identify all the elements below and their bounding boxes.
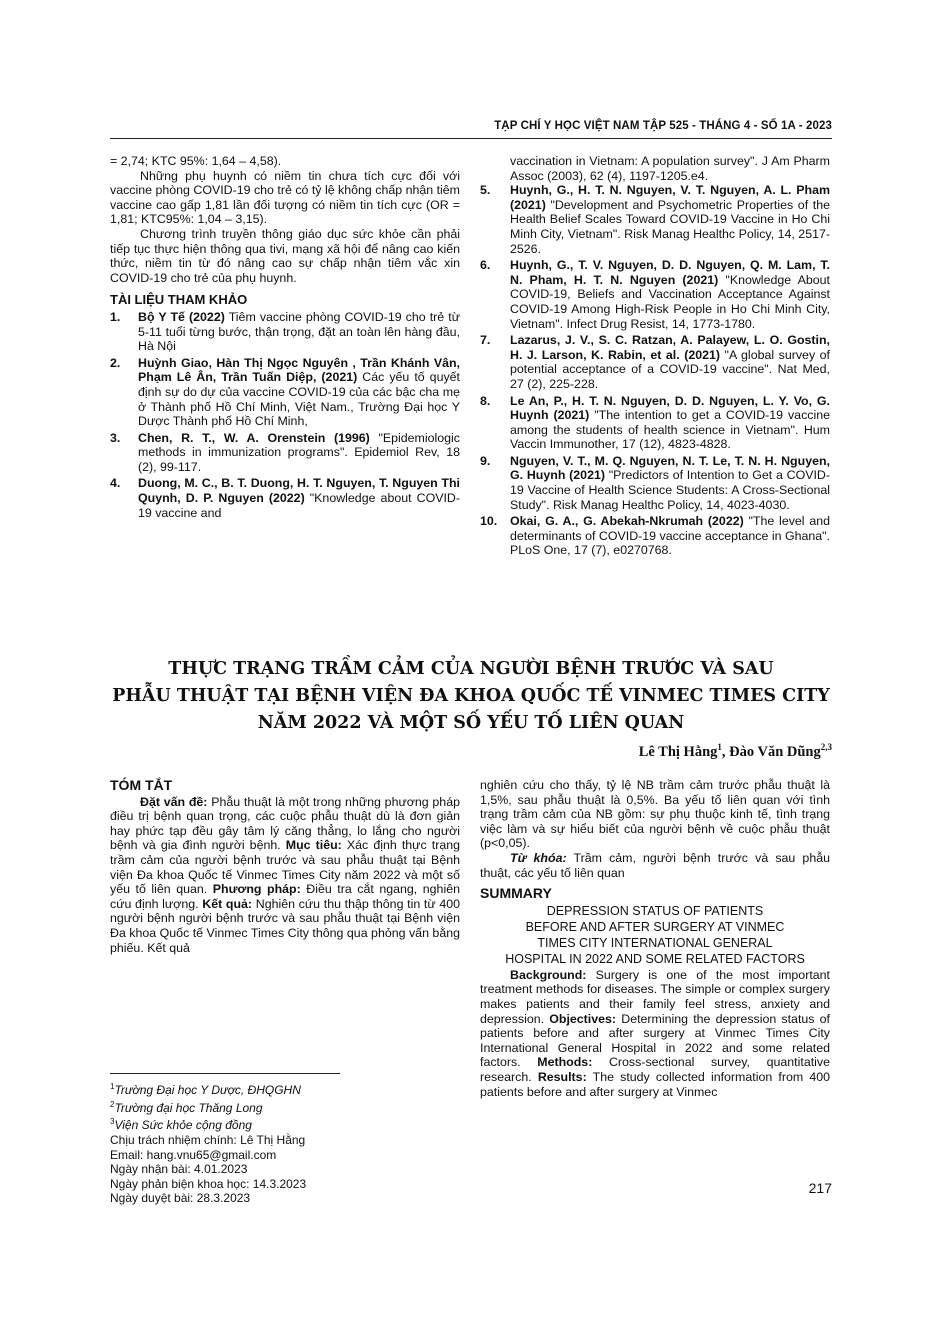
title-line: PHẪU THUẬT TẠI BỆNH VIỆN ĐA KHOA QUỐC TẾ VINMEC TIMES CITY <box>112 686 830 706</box>
title-line: NĂM 2022 VÀ MỘT SỐ YẾU TỐ LIÊN QUAN <box>257 713 685 733</box>
right-column-abstract <box>480 778 830 1099</box>
reference-text: "Epidemiologic methods in immunization programs". Epidemiol Rev, 18 (2), 99-117. <box>138 430 460 474</box>
reference-author: Nguyen, V. T., M. Q. Nguyen, N. T. Le, T. N. H. Nguyen, G. Huynh (2021) <box>510 453 830 483</box>
reference-author: Huynh, G., H. T. N. Nguyen, V. T. Nguyen, A. L. Pham (2021) <box>510 183 830 212</box>
summary-title-line: BEFORE AND AFTER SURGERY AT VINMEC <box>525 919 785 934</box>
reference-number: 9. <box>480 453 491 468</box>
reference-item <box>480 183 830 256</box>
keywords-label: Từ khóa: <box>510 850 567 865</box>
summary-label: Objectives: <box>549 1011 617 1026</box>
author-affiliation-mark: 2,3 <box>820 742 832 752</box>
title-line: THỰC TRẠNG TRẦM CẢM CỦA NGƯỜI BỆNH TRƯỚC VÀ SAU <box>168 659 774 679</box>
footnote-text: Viện Sức khỏe cộng đồng <box>114 1118 252 1133</box>
summary-title-line: TIMES CITY INTERNATIONAL GENERAL <box>537 935 773 950</box>
keywords-text: Trầm cảm, người bệnh trước và sau phẫu thuật, các yếu tố liên quan <box>480 850 830 880</box>
summary-label: Methods: <box>537 1055 593 1070</box>
author-name: Lê Thị Hằng <box>638 743 718 760</box>
references-heading: TÀI LIỆU THAM KHẢO <box>110 292 248 308</box>
abstract-text: Phẫu thuật là một trong những phương pháp điều trị bệnh quan trọng, các cuộc phẫu thuật dù là đơn giản hay phức tạp đều gây tâm lý căng thẳng, lo lắng cho người bệnh và gia đình người bệnh. <box>110 794 460 853</box>
footnote-received: Ngày nhận bài: 4.01.2023 <box>110 1162 248 1177</box>
reference-number: 5. <box>480 183 491 198</box>
summary-title <box>480 903 830 967</box>
summary-label: Background: <box>510 967 587 982</box>
reference-text: "The intention to get a COVID-19 vaccine among the students of health science in Vietnam". Hum Vaccin Immunother, 17 (12), 4823-4828. <box>510 408 830 452</box>
footnote-text: Trường Đại học Y Dược, ĐHQGHN <box>114 1083 301 1098</box>
reference-item <box>480 514 830 558</box>
reference-item <box>480 333 830 391</box>
running-header: TẠP CHÍ Y HỌC VIỆT NAM TẬP 525 - THÁNG 4 - SỐ 1A - 2023 <box>494 120 832 132</box>
abstract-text: Nghiên cứu thu thập thông tin từ 400 người bệnh người bệnh trước và sau phẫu thuật tại Bệnh viện Đa khoa Quốc tế Vinmec Times City thông qua phỏng vấn bằng phiếu. Kết quả <box>110 896 460 955</box>
summary-text: The study collected information from 400 patients before and after surgery at Vinmec <box>480 1069 830 1099</box>
summary-title-line: DEPRESSION STATUS OF PATIENTS <box>546 903 764 918</box>
reference-text: "The level and determinants of COVID-19 vaccine acceptance in Ghana". PLoS One, 17 (7), e0270768. <box>510 514 831 558</box>
footnote-text: Trường đại học Thăng Long <box>114 1100 263 1115</box>
abstract-continuation: nghiên cứu cho thấy, tỷ lệ NB trầm cảm trước phẫu thuật là 1,5%, sau phẫu thuật là 0,5%. Ba yếu tố liên quan với tình trạng trầm cảm của NB gồm: sự phụ thuộc kinh tế, tình trạng việc làm và sự hiểu biết của người bệnh về cuộc phẫu thuật (p<0,05). <box>480 778 830 851</box>
conclusion-paragraph-beliefs: Những phụ huynh có niềm tin chưa tích cực đối với vaccine phòng COVID-19 cho trẻ có tỷ lệ không chấp nhận tiêm vaccine cao gấp 1,81 lần đối tượng có niềm tin tích cực (OR = 1,81; KTC95%: 1,04 – 3,15). <box>110 168 460 227</box>
summary-label: Results: <box>537 1069 587 1084</box>
abstract-label: Phương pháp: <box>212 882 301 897</box>
summary-title-line: HOSPITAL IN 2022 AND SOME RELATED FACTORS <box>505 951 805 966</box>
reference-text: "Knowledge About COVID-19, Beliefs and Vaccination Acceptance Against COVID-19 Among High-Risk People in Ho Chi Minh City, Vietnam". Infect Drug Resist, 14, 1773-1780. <box>510 272 830 331</box>
footnote-rule <box>110 1073 340 1074</box>
reference-author: Okai, G. A., G. Abekah-Nkrumah (2022) <box>510 514 744 529</box>
reference-item <box>110 356 460 429</box>
summary-text: Determining the depression status of patients before and after surgery at Vinmec Times City International General Hospital in 2022 and some related factors. <box>480 1011 830 1070</box>
reference-number: 2. <box>110 355 121 370</box>
reference-number: 1. <box>110 309 121 324</box>
reference-number: 6. <box>480 258 491 273</box>
reference-author: Huỳnh Giao, Hàn Thị Ngọc Nguyên , Trần Khánh Vân, Phạm Lê Ân, Trần Tuấn Diệp, (2021) <box>138 355 460 385</box>
summary-text: Surgery is one of the most important treatment methods for diseases. The simple or complex surgery makes patients and their family feel stress, anxiety and depression. <box>480 967 830 1026</box>
reference-item <box>480 394 830 452</box>
footnote-mark: 2 <box>110 1099 115 1109</box>
reference-continuation: vaccination in Vietnam: A population survey". J Am Pharm Assoc (2003), 62 (4), 1197-1205.e4. <box>510 154 830 183</box>
conclusion-fragment: = 2,74; KTC 95%: 1,64 – 4,58). <box>110 154 282 168</box>
reference-author: Le An, P., H. T. N. Nguyen, D. D. Nguyen, L. Y. Vo, G. Huynh (2021) <box>510 393 830 423</box>
reference-item <box>110 310 460 354</box>
reference-text: "Predictors of Intention to Get a COVID-19 Vaccine of Health Science Students: A Cross-Sectional Study". Risk Manag Healthc Policy, 14, 4023-4030. <box>510 468 830 512</box>
reference-author: Bộ Y Tế (2022) <box>138 309 225 324</box>
footnote-affiliation <box>110 1098 460 1116</box>
left-column-top <box>110 154 460 522</box>
conclusion-paragraph-communication: Chương trình truyền thông giáo dục sức khỏe cần phải tiếp tục thực hiện thông qua tivi, mạng xã hội để nâng cao kiến thức, niềm tin từ đó nâng cao sự chấp nhận tiêm vắc xin COVID-19 cho trẻ của phụ huynh. <box>110 226 460 285</box>
summary-paragraph <box>480 968 830 1099</box>
reference-author: Lazarus, J. V., S. C. Ratzan, A. Palayew, L. O. Gostin, H. J. Larson, K. Rabin, et al. (2021) <box>510 333 830 362</box>
reference-text: "Knowledge about COVID-19 vaccine and <box>138 491 460 520</box>
summary-heading: SUMMARY <box>480 885 552 902</box>
reference-text: Tiêm vaccine phòng COVID-19 cho trẻ từ 5-11 tuổi từng bước, thận trọng, đặt an toàn lên hàng đầu, Hà Nội <box>138 309 461 354</box>
left-column-abstract <box>110 778 460 1206</box>
keywords <box>480 851 830 880</box>
reference-text: "A global survey of potential acceptance of a COVID-19 vaccine". Nat Med, 27 (2), 225-228. <box>510 347 830 391</box>
footnote-mark: 3 <box>110 1117 115 1127</box>
reference-list-left <box>110 310 460 520</box>
reference-author: Huynh, G., T. V. Nguyen, D. D. Nguyen, Q. M. Lam, T. N. Pham, H. T. N. Nguyen (2021) <box>510 258 830 287</box>
reference-number: 3. <box>110 430 121 445</box>
author-separator: , <box>721 743 730 760</box>
reference-author: Chen, R. T., W. A. Orenstein (1996) <box>138 430 370 445</box>
article-authors <box>110 742 832 761</box>
abstract-paragraph <box>110 795 460 956</box>
footnote-email: Email: hang.vnu65@gmail.com <box>110 1147 277 1162</box>
reference-item <box>480 454 830 512</box>
footnote-reviewed: Ngày phản biện khoa học: 14.3.2023 <box>110 1176 307 1191</box>
abstract-label: Kết quả: <box>202 896 253 911</box>
reference-number: 4. <box>110 476 121 491</box>
right-column-top <box>480 154 830 560</box>
abstract-label: Đặt vấn đề: <box>140 794 208 809</box>
article-title <box>110 656 832 737</box>
author-name: Đào Văn Dũng <box>729 743 821 760</box>
header-rule <box>110 138 832 139</box>
reference-number: 10. <box>480 514 498 529</box>
reference-item <box>110 431 460 475</box>
summary-text: Cross-sectional survey, quantitative research. <box>480 1055 830 1084</box>
author-affiliation-mark: 1 <box>717 742 722 752</box>
footnote-affiliation <box>110 1115 460 1133</box>
reference-text: "Development and Psychometric Properties of the Health Belief Scales Toward COVID-19 Vaccine in Ho Chi Minh City, Vietnam". Risk Manag Healthc Policy, 14, 2517-2526. <box>510 197 830 256</box>
abstract-text: Xác định thực trạng trầm cảm của người bệnh trước và sau phẫu thuật tại Bệnh viện Đa khoa Quốc tế Vinmec Times City năm 2022 và một số yếu tố liên quan. <box>110 838 460 897</box>
abstract-heading: TÓM TẮT <box>110 777 173 793</box>
abstract-label: Mục tiêu: <box>285 838 342 853</box>
reference-number: 8. <box>480 393 491 408</box>
reference-item <box>110 476 460 520</box>
abstract-text: Điều tra cắt ngang, nghiên cứu định lượng. <box>110 882 460 911</box>
reference-item <box>480 258 830 331</box>
reference-number: 7. <box>480 333 491 348</box>
footnote-affiliation <box>110 1080 460 1098</box>
footnote-accepted: Ngày duyệt bài: 28.3.2023 <box>110 1191 251 1206</box>
page-number: 217 <box>808 1180 832 1196</box>
reference-author: Duong, M. C., B. T. Duong, H. T. Nguyen, T. Nguyen Thi Quynh, D. P. Nguyen (2022) <box>138 476 460 506</box>
footnote-mark: 1 <box>110 1082 115 1092</box>
reference-list-right <box>480 183 830 558</box>
footnote-corresponding: Chịu trách nhiệm chính: Lê Thị Hằng <box>110 1132 306 1147</box>
reference-text: Các yếu tố quyết định sự do dự của vaccine COVID-19 của các bậc cha mẹ ở Thành phố Hồ Chí Minh, Việt Nam., Trường Đại học Y Dược Thành phố Hồ Chí Minh, <box>138 370 460 429</box>
